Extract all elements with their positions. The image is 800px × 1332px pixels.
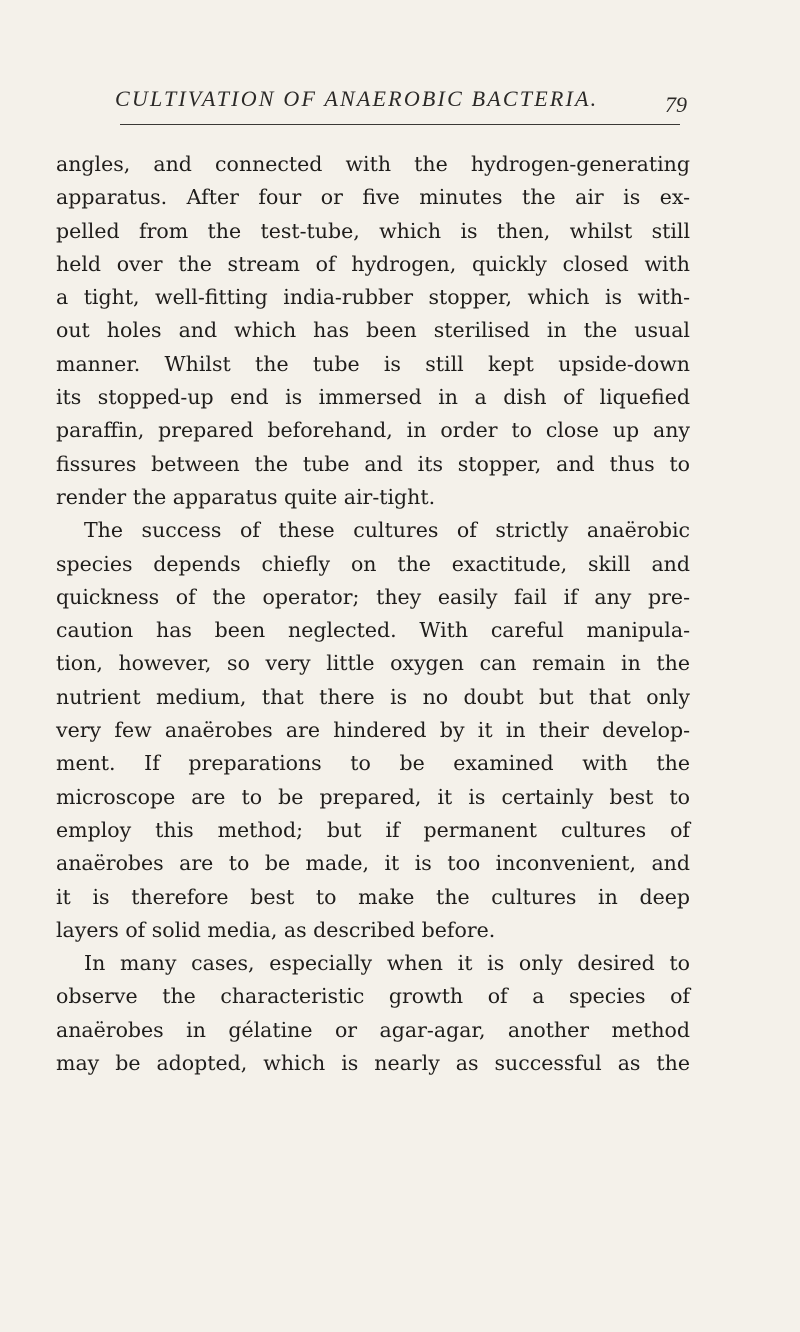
text-line: may be adopted, which is nearly as successful as the xyxy=(56,1051,690,1076)
text-line: quickness of the operator; they easily fail if any pre- xyxy=(56,584,690,609)
text-line: caution has been neglected. With careful manipula- xyxy=(56,618,690,643)
text-line: anaërobes are to be made, it is too inconvenient, and xyxy=(56,851,690,876)
text-line: species depends chiefly on the exactitude, skill and xyxy=(56,551,690,576)
text-line: out holes and which has been sterilised in the usual xyxy=(56,318,690,343)
text-line: very few anaërobes are hindered by it in their develop- xyxy=(56,718,690,743)
text-line: apparatus. After four or five minutes the air is ex- xyxy=(56,185,690,210)
text-line: held over the stream of hydrogen, quickly closed with xyxy=(56,251,690,276)
text-line: fissures between the tube and its stopper, and thus to xyxy=(56,451,690,476)
text-line: microscope are to be prepared, it is certainly best to xyxy=(56,784,690,809)
text-line: it is therefore best to make the cultures in deep xyxy=(56,884,690,909)
body-text xyxy=(56,148,690,1080)
text-line: In many cases, especially when it is only desired to xyxy=(84,951,690,976)
text-line: angles, and connected with the hydrogen-generating xyxy=(56,152,690,176)
text-line: anaërobes in gélatine or agar-agar, another method xyxy=(56,1017,690,1042)
text-line: observe the characteristic growth of a species of xyxy=(56,984,690,1009)
text-line: tion, however, so very little oxygen can remain in the xyxy=(56,651,690,676)
text-line: layers of solid media, as described before. xyxy=(56,917,496,942)
text-line: pelled from the test-tube, which is then, whilst still xyxy=(56,218,690,243)
paragraph xyxy=(56,947,690,1080)
text-line: render the apparatus quite air-tight. xyxy=(56,484,436,509)
text-line: a tight, well-fitting india-rubber stopper, which is with- xyxy=(56,285,690,310)
paragraph xyxy=(56,148,690,514)
text-line: paraffin, prepared beforehand, in order to close up any xyxy=(56,418,690,443)
text-line: manner. Whilst the tube is still kept upside-down xyxy=(56,351,690,376)
header-rule xyxy=(120,124,680,125)
text-line: The success of these cultures of strictly anaërobic xyxy=(84,518,690,543)
running-head: CULTIVATION OF ANAEROBIC BACTERIA. xyxy=(115,86,599,111)
text-line: its stopped-up end is immersed in a dish of liquefied xyxy=(56,385,690,410)
paragraph xyxy=(56,514,690,947)
text-line: employ this method; but if permanent cultures of xyxy=(56,817,690,842)
page-number: 79 xyxy=(665,92,687,117)
text-line: nutrient medium, that there is no doubt but that only xyxy=(56,684,690,709)
text-line: ment. If preparations to be examined with the xyxy=(56,751,690,776)
